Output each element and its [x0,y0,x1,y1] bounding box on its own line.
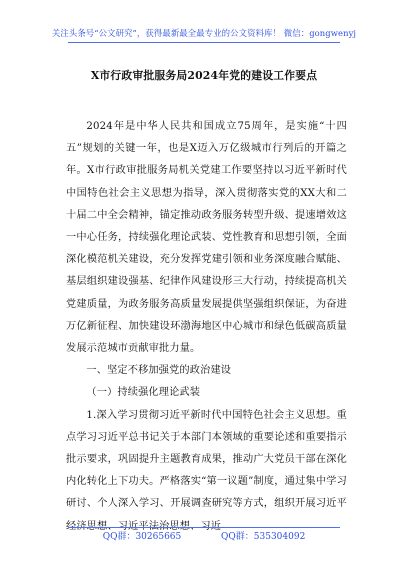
footer-divider [68,527,340,528]
section-heading: 一、坚定不移加强党的政治建设 [86,365,232,377]
subsection-heading: （一）持续强化理论武装 [86,387,201,399]
intro-paragraph: 2024年是中华人民共和国成立75周年，是实施“十四五”规划的关键一年，也是X迈入万亿级城市行列后的开篇之年。X市行政审批服务局机关党建工作要坚持以习近平新时代中国特色社会主义思想为指导，深入贯彻落实党的XX大和二十届二中全会精神，锚定推动政务服务转型升级、提速增效这一中心任务，持续强化理论武装、党性教育和思想引领，全面深化模范机关建设，充分发挥党建引领和业务深度融合赋能、基层组织建设强基、纪律作风建设形三大行动，持续提高机关党建质量，为政务服务高质量发展提供坚强组织保证，为奋进万亿新征程、加快建设环渤海地区中心城市和绿色低碳高质量发展示范城市贡献审批力量。 [66,121,347,355]
banner-divider [68,42,340,43]
promo-banner[interactable]: 关注头条号“公文研究”，获得最新最全最专业的公文资料库！ 微信：gongwenyj [51,28,357,38]
qq-group-2[interactable]: QQ群：535304092 [221,532,306,542]
page-title: X市行政审批服务局2024年党的建设工作要点 [90,69,318,82]
document-body [66,116,347,538]
footer-qq-groups [0,532,408,543]
qq-group-1[interactable]: QQ群：30265665 [102,532,182,542]
section-paragraph: 1.深入学习贯彻习近平新时代中国特色社会主义思想。重点学习习近平总书记关于本部门本领域的重要论述和重要指示批示要求，巩固提升主题教育成果，推动广大党员干部在深化内化转化上下功夫。严格落实“第一议题”制度，通过集中学习研讨、个人深入学习、开展调查研究等方式，组织开展习近平经济思想、习近平法治思想、习近 [66,409,347,532]
